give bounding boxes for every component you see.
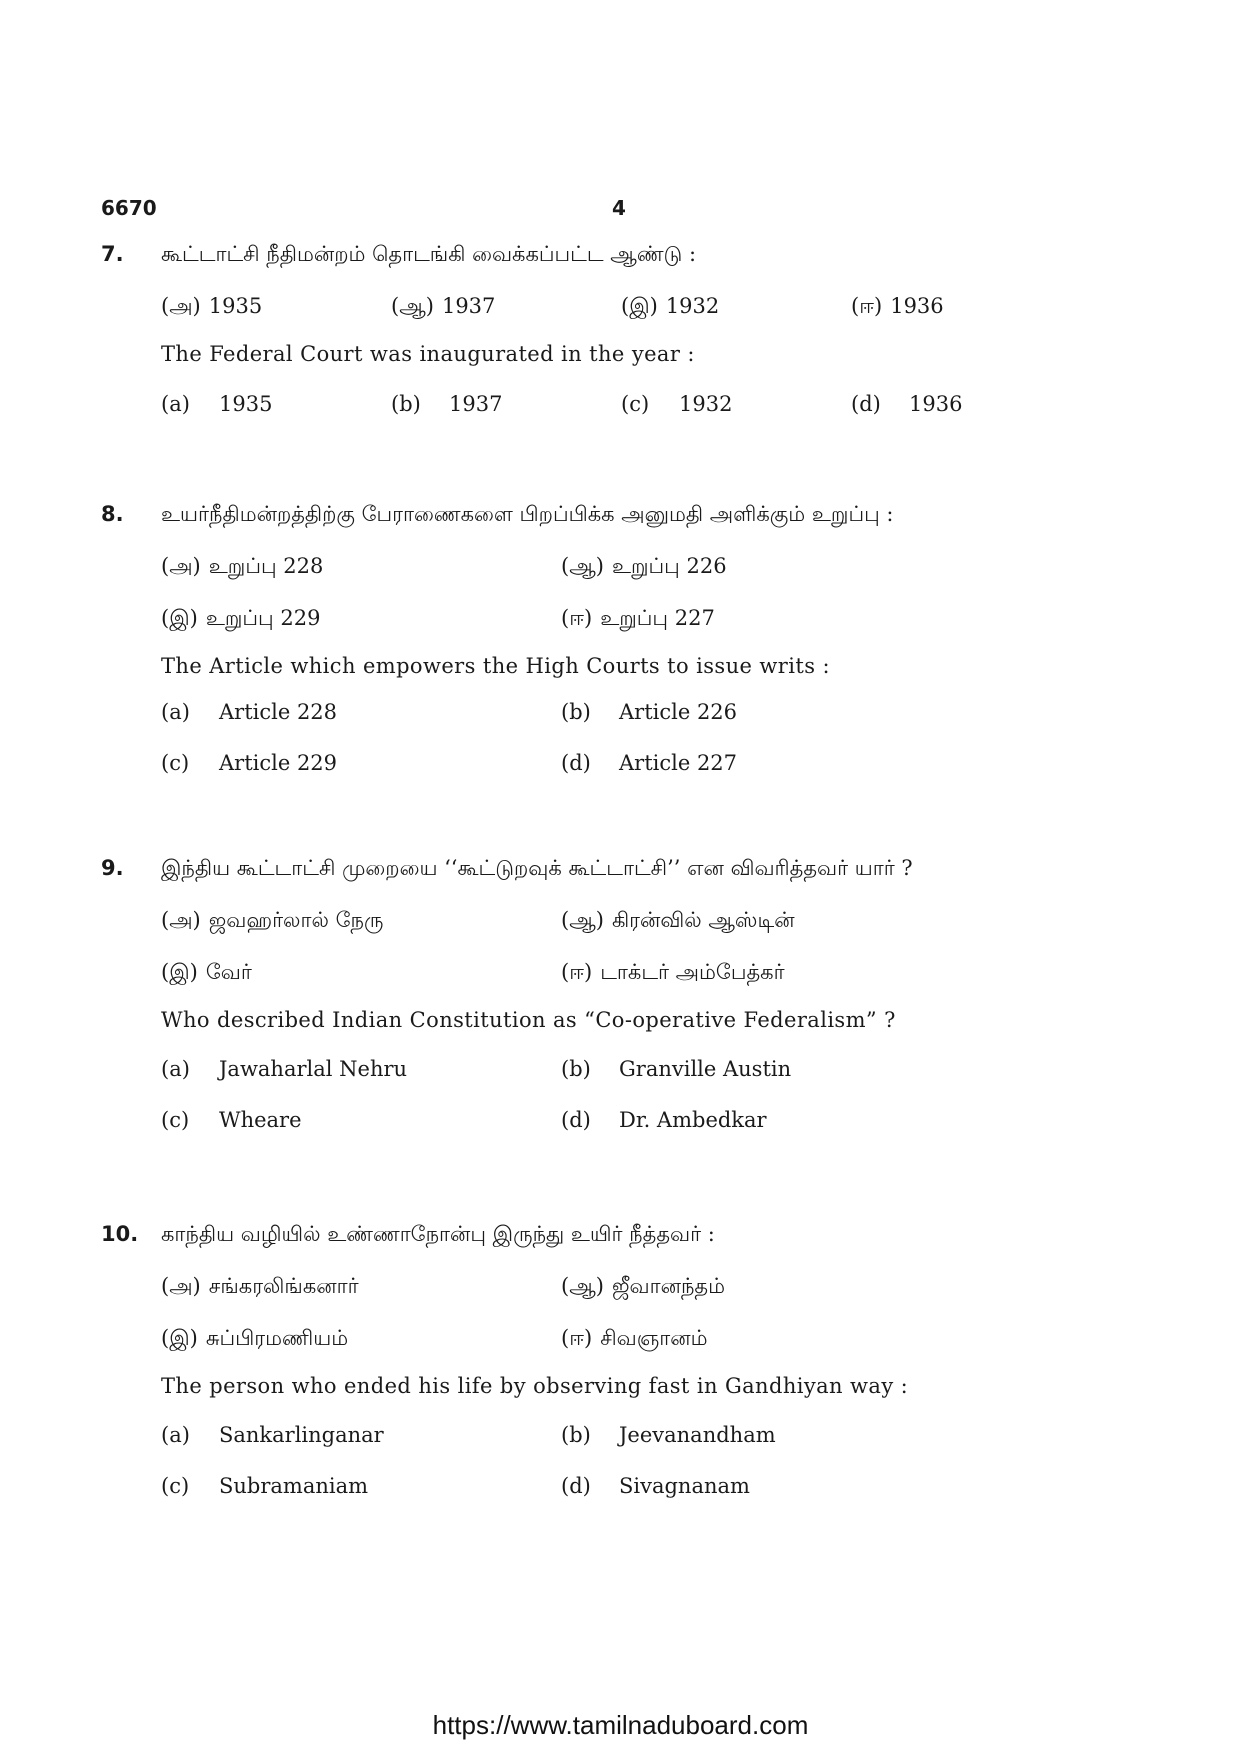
english-option-d: (d) Article 227 (561, 751, 738, 775)
question-number: 10. (101, 1222, 139, 1246)
english-option-a: (a) 1935 (161, 392, 273, 416)
tamil-option-a: (அ) சங்கரலிங்கனார் (161, 1274, 359, 1298)
question-text-english: Who described Indian Constitution as “Co-operative Federalism” ? (161, 1008, 896, 1032)
question-number: 7. (101, 242, 124, 266)
tamil-option-c: (இ) சுப்பிரமணியம் (161, 1326, 349, 1350)
tamil-option-a: (அ) ஜவஹர்லால் நேரு (161, 908, 384, 932)
tamil-option-d: (ஈ) டாக்டர் அம்பேத்கர் (561, 960, 785, 984)
tamil-option-b: (ஆ) ஜீவானந்தம் (561, 1274, 725, 1298)
question-number: 8. (101, 502, 124, 526)
english-option-c: (c) 1932 (621, 392, 733, 416)
question-number: 9. (101, 856, 124, 880)
english-option-b: (b) 1937 (391, 392, 503, 416)
question-7 (101, 242, 1141, 442)
english-option-b: (b) Jeevanandham (561, 1423, 776, 1447)
question-text-tamil: காந்திய வழியில் உண்ணாநோன்பு இருந்து உயிர் நீத்தவர் : (161, 1222, 715, 1246)
paper-code: 6670 (101, 196, 157, 220)
question-text-tamil: உயர்நீதிமன்றத்திற்கு பேராணைகளை பிறப்பிக்க அனுமதி அளிக்கும் உறுப்பு : (161, 502, 894, 526)
tamil-option-d: (ஈ) 1936 (851, 294, 944, 318)
english-option-c: (c) Article 229 (161, 751, 338, 775)
english-option-b: (b) Granville Austin (561, 1057, 792, 1081)
tamil-option-d: (ஈ) உறுப்பு 227 (561, 606, 715, 630)
tamil-option-c: (இ) 1932 (621, 294, 720, 318)
tamil-option-d: (ஈ) சிவஞானம் (561, 1326, 708, 1350)
question-text-tamil: இந்திய கூட்டாட்சி முறையை ‘‘கூட்டுறவுக் கூட்டாட்சி’’ என விவரித்தவர் யார் ? (161, 856, 913, 880)
english-option-d: (d) Sivagnanam (561, 1474, 750, 1498)
tamil-option-b: (ஆ) கிரன்வில் ஆஸ்டின் (561, 908, 795, 932)
tamil-option-b: (ஆ) 1937 (391, 294, 496, 318)
english-option-b: (b) Article 226 (561, 700, 738, 724)
page-header (101, 196, 1141, 226)
tamil-option-c: (இ) உறுப்பு 229 (161, 606, 321, 630)
english-option-a: (a) Jawaharlal Nehru (161, 1057, 408, 1081)
footer-url: https://www.tamilnaduboard.com (432, 1710, 809, 1740)
tamil-option-c: (இ) வேர் (161, 960, 252, 984)
tamil-option-a: (அ) உறுப்பு 228 (161, 554, 324, 578)
tamil-option-b: (ஆ) உறுப்பு 226 (561, 554, 727, 578)
question-text-english: The Federal Court was inaugurated in the year : (161, 342, 695, 366)
english-option-d: (d) 1936 (851, 392, 963, 416)
page-number: 4 (612, 196, 626, 220)
tamil-option-a: (அ) 1935 (161, 294, 263, 318)
question-text-english: The Article which empowers the High Courts to issue writs : (161, 654, 830, 678)
question-text-english: The person who ended his life by observing fast in Gandhiyan way : (161, 1374, 909, 1398)
question-10 (101, 1222, 1141, 1522)
question-9 (101, 856, 1141, 1156)
english-option-a: (a) Sankarlinganar (161, 1423, 384, 1447)
question-text-tamil: கூட்டாட்சி நீதிமன்றம் தொடங்கி வைக்கப்பட்ட ஆண்டு : (161, 242, 697, 266)
english-option-a: (a) Article 228 (161, 700, 338, 724)
english-option-c: (c) Wheare (161, 1108, 302, 1132)
english-option-d: (d) Dr. Ambedkar (561, 1108, 767, 1132)
question-8 (101, 502, 1141, 802)
english-option-c: (c) Subramaniam (161, 1474, 369, 1498)
